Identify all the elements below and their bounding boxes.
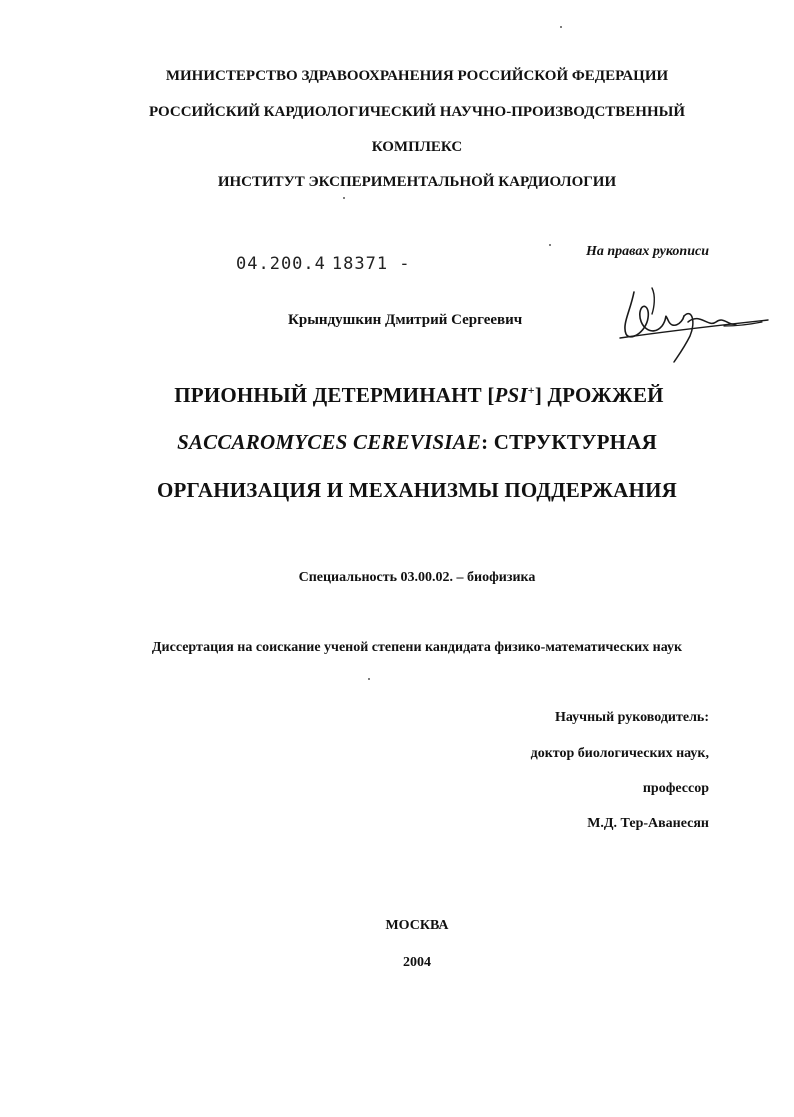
organization-name: РОССИЙСКИЙ КАРДИОЛОГИЧЕСКИЙ НАУЧНО-ПРОИЗВОДСТВЕННЫЙ <box>148 104 686 120</box>
city: МОСКВА <box>385 918 449 933</box>
supervisor-degree: доктор биологических наук, <box>530 746 709 761</box>
scan-speck <box>343 197 345 199</box>
scan-speck <box>560 26 562 28</box>
scan-speck <box>368 678 370 680</box>
institute-name: ИНСТИТУТ ЭКСПЕРИМЕНТАЛЬНОЙ КАРДИОЛОГИИ <box>217 174 617 190</box>
thesis-title-line2 <box>20 430 794 455</box>
organization-name-continued: КОМПЛЕКС <box>371 139 463 155</box>
year: 2004 <box>403 955 431 970</box>
specialty: Специальность 03.00.02. – биофизика <box>298 570 536 585</box>
title-line1-suffix: ] ДРОЖЖЕЙ <box>534 383 664 407</box>
title-psi-superscript: + <box>527 383 535 397</box>
thesis-title-line1 <box>22 383 794 408</box>
thesis-title-line3: ОРГАНИЗАЦИЯ И МЕХАНИЗМЫ ПОДДЕРЖАНИЯ <box>157 478 677 502</box>
signature-image <box>612 282 772 364</box>
ministry-name: МИНИСТЕРСТВО ЗДРАВООХРАНЕНИЯ РОССИЙСКОЙ ФЕДЕРАЦИИ <box>165 68 669 84</box>
title-line2-suffix: : СТРУКТУРНАЯ <box>481 430 657 454</box>
scan-speck <box>549 244 551 246</box>
manuscript-note: На правах рукописи <box>586 244 709 259</box>
stamp-code-part1: 04.200.4 <box>236 254 326 274</box>
author-name: Крындушкин Дмитрий Сергеевич <box>288 312 523 328</box>
stamp-code-part2: 18371 - <box>331 254 411 274</box>
supervisor-rank: профессор <box>642 781 709 796</box>
registration-stamp <box>236 254 411 274</box>
supervisor-name: М.Д. Тер-Аванесян <box>587 816 709 831</box>
title-psi: PSI <box>494 383 528 407</box>
supervisor-label: Научный руководитель: <box>555 710 709 725</box>
degree-statement: Диссертация на соискание ученой степени кандидата физико-математических наук <box>151 640 683 655</box>
title-line1-prefix: ПРИОННЫЙ ДЕТЕРМИНАНТ [ <box>174 383 495 407</box>
title-species-name: SACCAROMYCES CEREVISIAE <box>177 430 482 454</box>
